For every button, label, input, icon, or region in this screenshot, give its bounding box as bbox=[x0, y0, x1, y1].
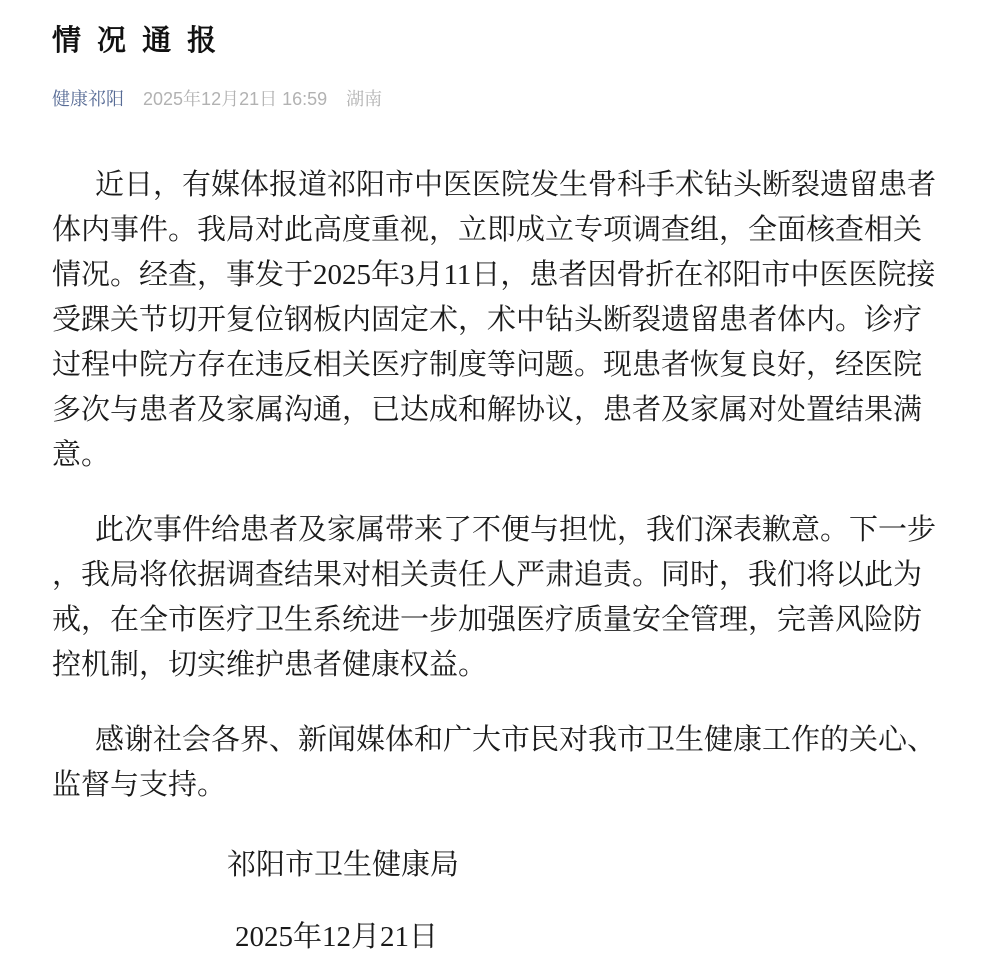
page-title: 情 况 通 报 bbox=[52, 25, 221, 57]
paragraph-incident-investigation: 近日，有媒体报道祁阳市中医医院发生骨科手术钻头断裂遗留患者体内事件。我局对此高度重视，立即成立专项调查组，全面核查相关情况。经查，事发于2025年3月11日，患者因骨折在祁阳市中医医院接受踝关节切开复位钢板内固定术，术中钻头断裂遗留患者体内。诊疗过程中院方存在违反相关医疗制度等问题。现患者恢复良好，经医院多次与患者及家属沟通，已达成和解协议，患者及家属对处置结果满意。 bbox=[52, 169, 937, 471]
signature-block bbox=[52, 843, 955, 960]
article-body bbox=[52, 163, 942, 808]
paragraph-apology-measures: 此次事件给患者及家属带来了不便与担忧，我们深表歉意。下一步，我局将依据调查结果对相关责任人严肃追责。同时，我们将以此为戒，在全市医疗卫生系统进一步加强医疗质量安全管理，完善风险防控机制，切实维护患者健康权益。 bbox=[52, 514, 937, 681]
signature-organization: 祁阳市卫生健康局 bbox=[227, 849, 460, 881]
byline bbox=[52, 88, 955, 110]
paragraph-thanks: 感谢社会各界、新闻媒体和广大市民对我市卫生健康工作的关心、监督与支持。 bbox=[52, 724, 937, 801]
source-account-link[interactable]: 健康祁阳 bbox=[52, 89, 124, 109]
publish-datetime: 2025年12月21日 16:59 bbox=[143, 89, 328, 109]
signature-date: 2025年12月21日 bbox=[235, 921, 439, 953]
publish-location: 湖南 bbox=[346, 89, 383, 109]
article-content bbox=[52, 24, 955, 960]
